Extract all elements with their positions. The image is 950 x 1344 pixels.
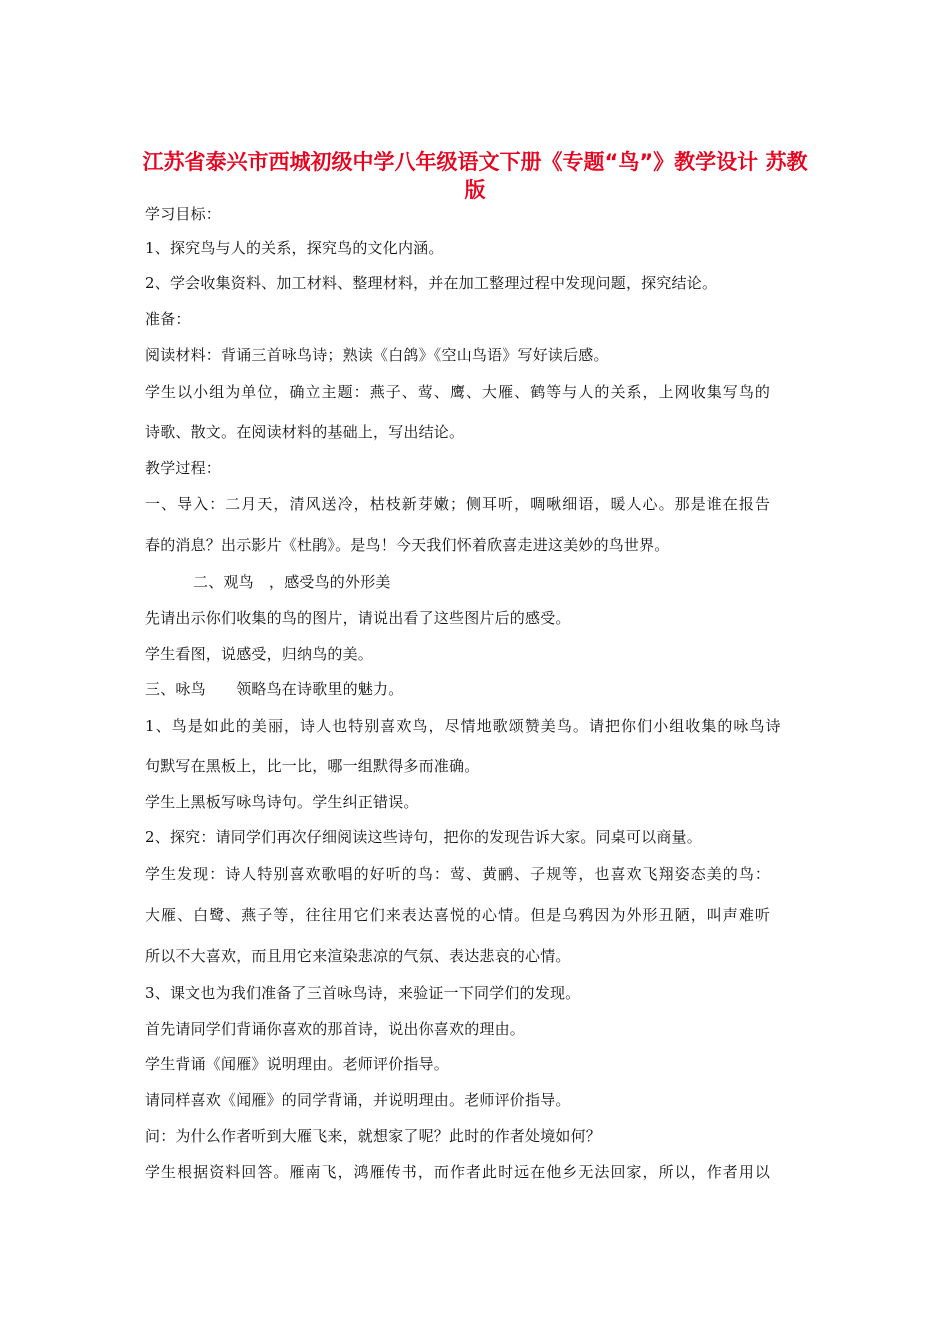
paragraph-line: 请同样喜欢《闻雁》的同学背诵，并说明理由。老师评价指导。 <box>145 1091 571 1109</box>
section-heading-preparation: 准备： <box>145 310 191 328</box>
paragraph-line: 春的消息？出示影片《杜鹃》。是鸟！今天我们怀着欣喜走进这美妙的鸟世界。 <box>145 536 670 554</box>
paragraph-line: 大雁、白鹭、燕子等，往往用它们来表达喜悦的心情。但是乌鸦因为外形丑陋，叫声难听 <box>145 906 771 924</box>
document-title: 江苏省泰兴市西城初级中学八年级语文下册《专题“鸟”》教学设计 苏教版 <box>142 150 808 202</box>
paragraph-line: 学生上黑板写咏鸟诗句。学生纠正错误。 <box>145 793 419 811</box>
paragraph-line: 2、学会收集资料、加工材料、整理材料，并在加工整理过程中发现问题，探究结论。 <box>145 274 718 292</box>
paragraph-line: 3、课文也为我们准备了三首咏鸟诗，来验证一下同学们的发现。 <box>145 984 581 1002</box>
section-heading-poems: 三、咏鸟 领略鸟在诗歌里的魅力。 <box>145 680 404 698</box>
paragraph-line: 句默写在黑板上，比一比，哪一组默得多而准确。 <box>145 757 480 775</box>
section-heading-observe: 二、观鸟 ，感受鸟的外形美 <box>193 573 391 591</box>
paragraph-line: 先请出示你们收集的鸟的图片，请说出看了这些图片后的感受。 <box>145 609 571 627</box>
paragraph-line: 一、导入：二月天，清风送冷，枯枝新芽嫩；侧耳听，啁啾细语，暖人心。那是谁在报告 <box>145 495 771 513</box>
paragraph-line: 诗歌、散文。在阅读材料的基础上，写出结论。 <box>145 423 465 441</box>
paragraph-line: 问：为什么作者听到大雁飞来，就想家了呢？此时的作者处境如何？ <box>145 1127 602 1145</box>
paragraph-line: 1、探究鸟与人的关系，探究鸟的文化内涵。 <box>145 239 444 257</box>
paragraph-line: 首先请同学们背诵你喜欢的那首诗，说出你喜欢的理由。 <box>145 1020 526 1038</box>
paragraph-line: 阅读材料：背诵三首咏鸟诗；熟读《白鸽》《空山鸟语》写好读后感。 <box>145 346 609 364</box>
paragraph-line: 学生背诵《闻雁》说明理由。老师评价指导。 <box>145 1055 450 1073</box>
section-heading-process: 教学过程： <box>145 459 222 477</box>
paragraph-line: 1、鸟是如此的美丽，诗人也特别喜欢鸟，尽情地歌颂赞美鸟。请把你们小组收集的咏鸟诗 <box>145 717 782 735</box>
paragraph-line: 学生以小组为单位，确立主题：燕子、莺、鹰、大雁、鹤等与人的关系，上网收集写鸟的 <box>145 383 771 401</box>
paragraph-line: 学生看图，说感受，归纳鸟的美。 <box>145 645 374 663</box>
paragraph-line: 所以不大喜欢，而且用它来渲染悲凉的气氛、表达悲哀的心情。 <box>145 947 571 965</box>
section-heading-objectives: 学习目标： <box>145 205 222 223</box>
paragraph-line: 学生发现：诗人特别喜欢歌唱的好听的鸟：莺、黄鹂、子规等，也喜欢飞翔姿态美的鸟： <box>145 865 771 883</box>
paragraph-line: 学生根据资料回答。雁南飞，鸿雁传书，而作者此时远在他乡无法回家，所以，作者用以 <box>145 1163 771 1181</box>
paragraph-line: 2、探究：请同学们再次仔细阅读这些诗句，把你的发现告诉大家。同桌可以商量。 <box>145 828 702 846</box>
